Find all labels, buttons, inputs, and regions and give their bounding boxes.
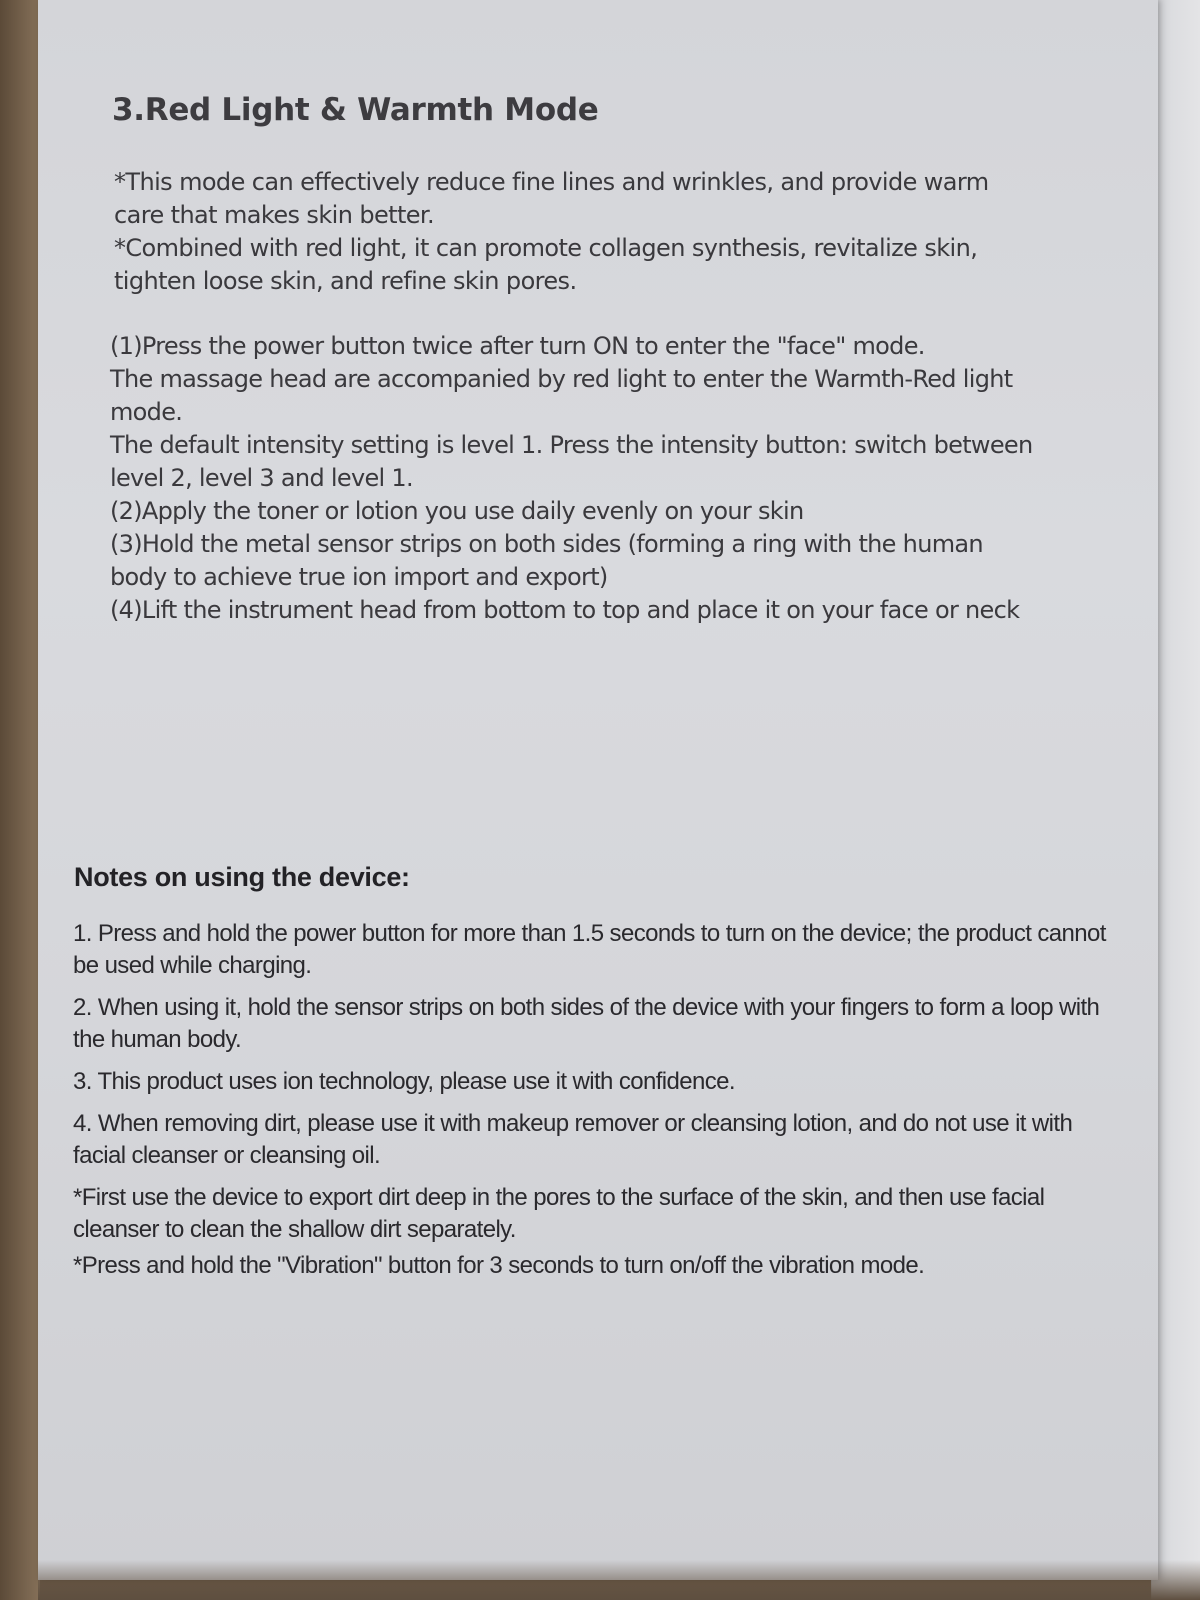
- step-line: (1)Press the power button twice after turn ON to enter the "face" mode.: [110, 332, 925, 360]
- mode-intro: [114, 166, 1034, 298]
- note-item: *First use the device to export dirt deep in the pores to the surface of the skin, and then use facial cleanser to clean the shallow dirt separately.: [73, 1184, 1045, 1243]
- note-item: 3. This product uses ion technology, please use it with confidence.: [73, 1068, 735, 1095]
- intro-paragraph: *This mode can effectively reduce fine lines and wrinkles, and provide warm care that makes skin better.: [114, 168, 989, 229]
- table-surface: [0, 0, 40, 1600]
- section-title: 3.Red Light & Warmth Mode: [112, 92, 599, 128]
- notes-list: [73, 918, 1113, 1292]
- step-line: (2)Apply the toner or lotion you use daily evenly on your skin: [110, 497, 804, 525]
- note-item: 1. Press and hold the power button for more than 1.5 seconds to turn on the device; the product cannot be used while charging.: [73, 920, 1106, 979]
- step-line: (3)Hold the metal sensor strips on both sides (forming a ring with the human body to achieve true ion import and export): [110, 530, 983, 591]
- page-bottom-shadow: [38, 1560, 1200, 1600]
- notes-heading: Notes on using the device:: [74, 862, 410, 892]
- intro-paragraph: *Combined with red light, it can promote collagen synthesis, revitalize skin, tighten loose skin, and refine skin pores.: [114, 234, 978, 295]
- usage-steps: [110, 330, 1040, 627]
- step-line: (4)Lift the instrument head from bottom to top and place it on your face or neck: [110, 596, 1020, 624]
- note-item: 2. When using it, hold the sensor strips on both sides of the device with your fingers to form a loop with the human body.: [73, 994, 1100, 1053]
- next-page-edge: [1151, 0, 1200, 1600]
- note-item: 4. When removing dirt, please use it with makeup remover or cleansing lotion, and do not use it with facial cleanser or cleansing oil.: [73, 1110, 1073, 1169]
- step-line: The massage head are accompanied by red light to enter the Warmth-Red light mode.: [110, 365, 1013, 426]
- note-item: *Press and hold the "Vibration" button for 3 seconds to turn on/off the vibration mode.: [73, 1252, 925, 1279]
- step-line: The default intensity setting is level 1. Press the intensity button: switch between level 2, level 3 and level 1.: [110, 431, 1033, 492]
